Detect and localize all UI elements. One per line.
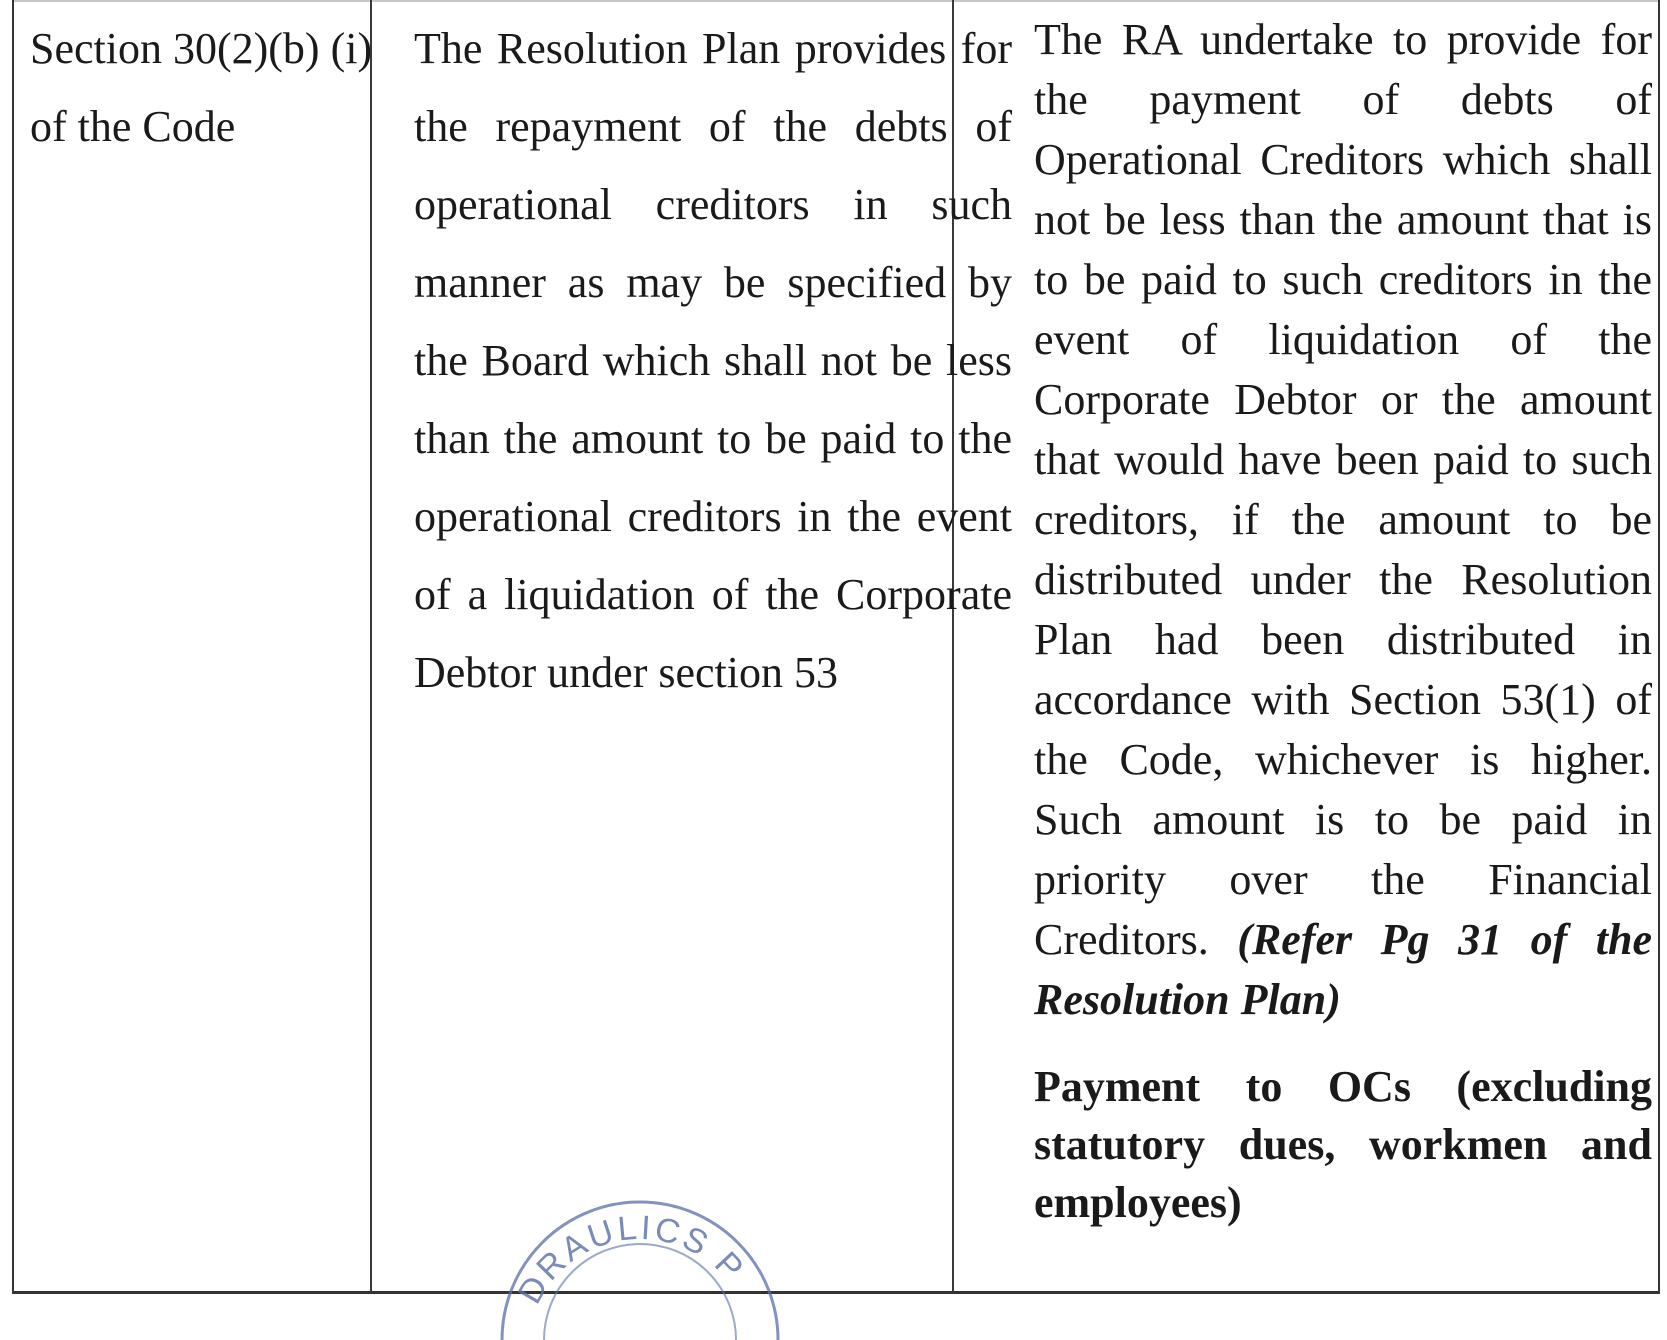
- oc-payment-heading: Payment to OCs (excluding statutory dues, workmen and employees): [1034, 1062, 1652, 1227]
- provision-text: Section 30(2)(b) (i) of the Code: [30, 24, 373, 151]
- column-divider-1: [370, 0, 372, 1291]
- table-top-rule: [14, 0, 1658, 2]
- company-seal-stamp: [490, 1180, 790, 1340]
- seal-text: DRAULICS P: [510, 1208, 753, 1311]
- resolution-plan-reference: (Refer Pg 31 of the Resolution Plan): [1034, 915, 1652, 1024]
- requirement-text: The Resolution Plan provides for the repayment of the debts of operational creditors in such manner as may be specified by the Board which shall not be less than the amount to be paid to the operational creditors in the event of a liquidation of the Corporate Debtor under section 53: [414, 24, 1012, 697]
- compliance-cell: [1034, 10, 1652, 1232]
- seal-graphic: [490, 1180, 790, 1340]
- requirement-cell: [414, 10, 1012, 712]
- provision-cell: [30, 10, 382, 166]
- compliance-text: The RA undertake to provide for the payment of debts of Operational Creditors which shall not be less than the amount that is to be paid to such creditors in the event of liquidation of the Corporate Debtor or the amount that would have been paid to such creditors, if the amount to be distributed under the Resolution Plan had been distributed in accordance with Section 53(1) of the Code, whichever is higher. Such amount is to be paid in priority over the Financial Creditors.: [1034, 15, 1652, 964]
- compliance-table: [12, 0, 1660, 1294]
